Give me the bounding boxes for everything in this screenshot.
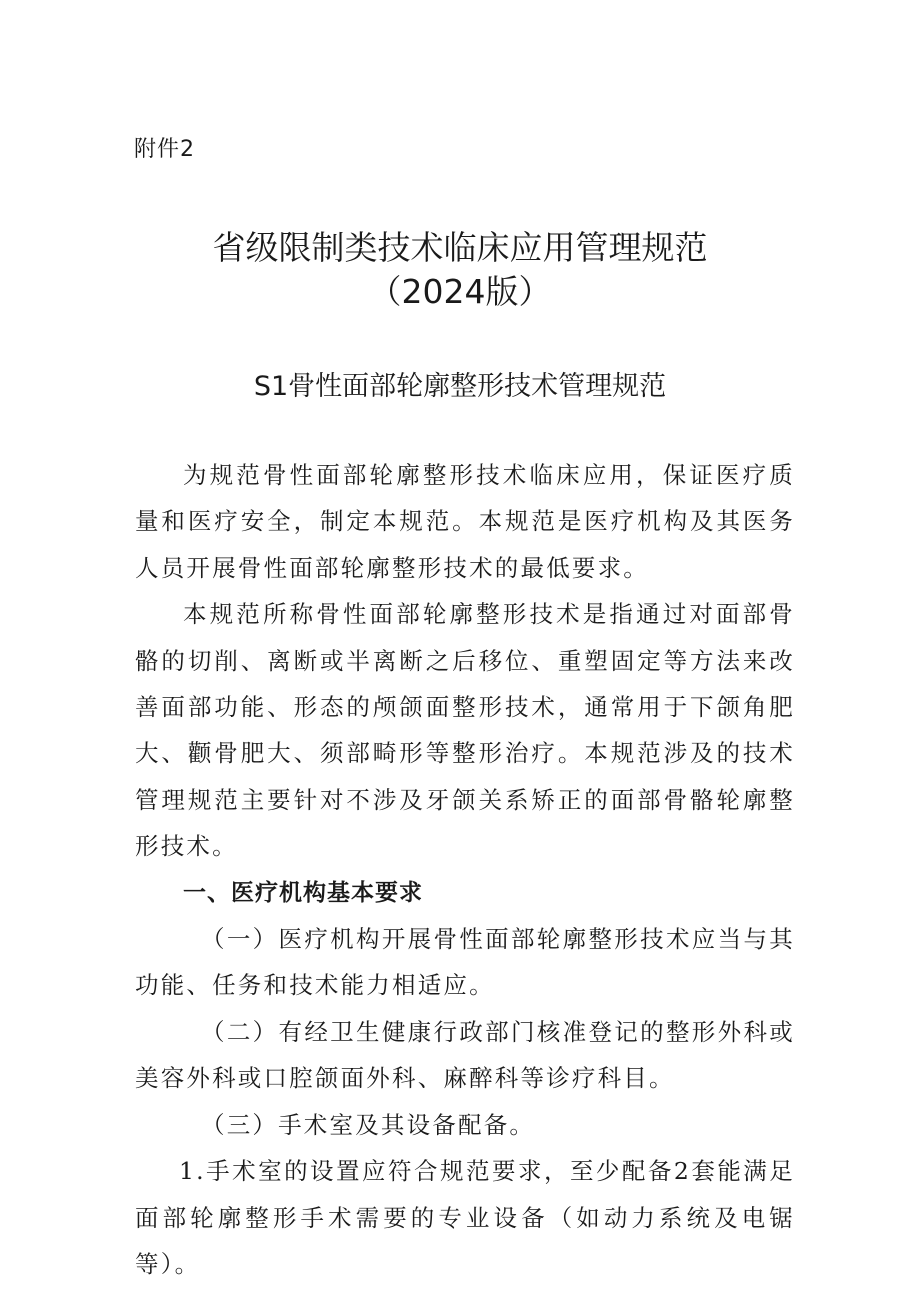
list-item: （三）手术室及其设备配备。 (201, 1110, 536, 1139)
attachment-label: 附件2 (134, 137, 195, 162)
paragraph-purpose: 为规范骨性面部轮廓整形技术临床应用，保证医疗质量和医疗安全，制定本规范。本规范是医疗机构及其医务人员开展骨性面部轮廓整形技术的最低要求。 (135, 461, 795, 582)
document-body (135, 452, 795, 1287)
document-title-version: （2024版） (368, 272, 552, 311)
numbered-item: 1.手术室的设置应符合规范要求，至少配备2套能满足面部轮廓整形手术需要的专业设备（如动力系统及电锯等）。 (135, 1157, 795, 1278)
document-title: 省级限制类技术临床应用管理规范 (212, 228, 708, 267)
section-subtitle: S1骨性面部轮廓整形技术管理规范 (253, 371, 667, 402)
paragraph-definition: 本规范所称骨性面部轮廓整形技术是指通过对面部骨骼的切削、离断或半离断之后移位、重塑固定等方法来改善面部功能、形态的颅颌面整形技术，通常用于下颌角肥大、颧骨肥大、须部畸形等整形治疗。本规范涉及的技术管理规范主要针对不涉及牙颌关系矫正的面部骨骼轮廓整形技术。 (135, 600, 795, 861)
list-item: （一）医疗机构开展骨性面部轮廓整形技术应当与其功能、任务和技术能力相适应。 (135, 925, 795, 1000)
section-heading: 一、医疗机构基本要求 (183, 879, 423, 906)
list-item: （二）有经卫生健康行政部门核准登记的整形外科或美容外科或口腔颌面外科、麻醉科等诊疗科目。 (135, 1017, 795, 1093)
